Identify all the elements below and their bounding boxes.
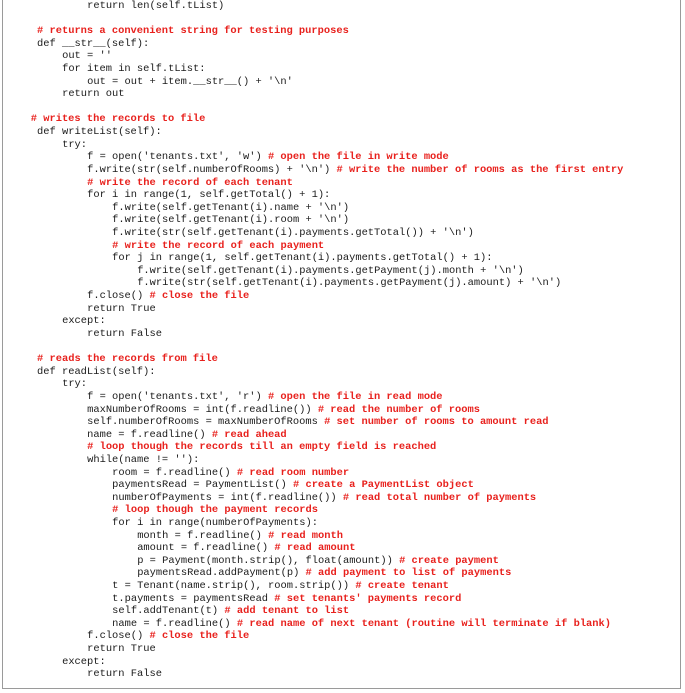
code-text: return False <box>87 668 162 681</box>
code-text: return len(self.tList) <box>87 0 225 12</box>
code-comment: # create a PaymentList object <box>292 479 474 492</box>
code-line <box>0 366 685 379</box>
code-text: for i in range(numberOfPayments): <box>112 516 318 529</box>
code-line <box>0 492 685 505</box>
code-line <box>0 441 685 454</box>
code-text: def __str__(self): <box>37 37 150 50</box>
code-comment: # loop though the records till an empty field is reached <box>87 441 437 454</box>
code-comment: # loop though the payment records <box>112 504 318 517</box>
code-text: f.write(str(self.getTenant(i).payments.getPayment(j).amount) + '\n') <box>137 277 562 290</box>
code-line <box>0 101 685 114</box>
code-line <box>0 113 685 126</box>
code-line <box>0 139 685 152</box>
code-comment: # read name of next tenant (routine will terminate if blank) <box>236 617 611 630</box>
code-comment: # write the record of each payment <box>112 239 325 252</box>
code-text: f = open('tenants.txt', 'r') <box>87 390 268 403</box>
code-line <box>0 530 685 543</box>
code-line <box>0 277 685 290</box>
code-text: def readList(self): <box>37 365 156 378</box>
code-text: out = '' <box>62 50 112 63</box>
code-text: for j in range(1, self.getTenant(i).payments.getTotal() + 1): <box>112 252 493 265</box>
code-text: numberOfPayments = int(f.readline()) <box>112 491 343 504</box>
code-text: room = f.readline() <box>112 466 237 479</box>
code-line <box>0 290 685 303</box>
code-text: t.payments = paymentsRead <box>112 592 275 605</box>
code-text: out = out + item.__str__() + '\n' <box>87 75 293 88</box>
code-line <box>0 517 685 530</box>
code-line <box>0 126 685 139</box>
code-text: amount = f.readline() <box>137 542 275 555</box>
code-text: paymentsRead.addPayment(p) <box>137 567 306 580</box>
code-text: try: <box>62 378 88 391</box>
code-text: for item in self.tList: <box>62 63 206 76</box>
code-text: return True <box>87 302 156 315</box>
code-text: f.write(self.getTenant(i).room + '\n') <box>112 214 350 227</box>
code-line <box>0 567 685 580</box>
code-text: paymentsRead = PaymentList() <box>112 479 293 492</box>
code-text: name = f.readline() <box>112 617 237 630</box>
code-line <box>0 202 685 215</box>
code-line <box>0 479 685 492</box>
code-line <box>0 605 685 618</box>
code-line <box>0 0 685 13</box>
code-line <box>0 504 685 517</box>
code-text: def writeList(self): <box>37 126 162 139</box>
code-line <box>0 50 685 63</box>
code-line <box>0 656 685 669</box>
code-comment: # open the file in write mode <box>267 151 449 164</box>
code-line <box>0 88 685 101</box>
code-text: maxNumberOfRooms = int(f.readline()) <box>87 403 318 416</box>
code-text: return out <box>62 88 125 101</box>
code-text: f = open('tenants.txt', 'w') <box>87 151 268 164</box>
code-line <box>0 227 685 240</box>
code-comment: # close the file <box>149 630 250 643</box>
code-comment: # read month <box>268 529 343 542</box>
code-text: f.write(self.getTenant(i).name + '\n') <box>112 201 350 214</box>
code-line <box>0 252 685 265</box>
code-line <box>0 378 685 391</box>
code-line <box>0 618 685 631</box>
code-line <box>0 416 685 429</box>
code-comment: # set tenants' payments record <box>274 592 462 605</box>
code-text: self.numberOfRooms = maxNumberOfRooms <box>87 416 325 429</box>
code-comment: # read ahead <box>211 428 287 441</box>
code-comment: # read amount <box>274 542 356 555</box>
code-line <box>0 542 685 555</box>
code-text: self.addTenant(t) <box>112 605 225 618</box>
code-text: p = Payment(month.strip(), float(amount)) <box>137 554 400 567</box>
code-line <box>0 240 685 253</box>
code-comment: # close the file <box>149 290 250 303</box>
code-line <box>0 630 685 643</box>
code-text: except: <box>62 655 106 668</box>
code-line <box>0 668 685 681</box>
code-comment: # reads the records from file <box>37 353 218 366</box>
code-comment: # add payment to list of payments <box>305 567 512 580</box>
code-text: for i in range(1, self.getTotal() + 1): <box>87 189 331 202</box>
code-text: try: <box>62 138 88 151</box>
code-comment: # write the record of each tenant <box>87 176 293 189</box>
code-text: return True <box>87 643 156 656</box>
code-line <box>0 25 685 38</box>
code-line <box>0 404 685 417</box>
code-line <box>0 340 685 353</box>
code-line <box>0 177 685 190</box>
code-line <box>0 76 685 89</box>
code-line <box>0 38 685 51</box>
code-line <box>0 164 685 177</box>
code-line <box>0 593 685 606</box>
code-text: while(name != ''): <box>87 453 200 466</box>
code-comment: # open the file in read mode <box>267 390 443 403</box>
code-comment: # writes the records to file <box>30 113 206 126</box>
code-line <box>0 391 685 404</box>
code-line <box>0 353 685 366</box>
code-comment: # read room number <box>236 466 350 479</box>
code-comment: # read total number of payments <box>342 491 537 504</box>
code-comment: # write the number of rooms as the first entry <box>336 163 624 176</box>
code-comment: # create payment <box>399 554 499 567</box>
code-line <box>0 429 685 442</box>
code-text: except: <box>62 315 106 328</box>
code-line <box>0 454 685 467</box>
code-comment: # returns a convenient string for testing purposes <box>37 25 349 38</box>
code-line <box>0 643 685 656</box>
code-line <box>0 303 685 316</box>
code-comment: # create tenant <box>355 580 449 593</box>
code-text: name = f.readline() <box>87 428 212 441</box>
code-comment: # add tenant to list <box>224 605 350 618</box>
code-line <box>0 467 685 480</box>
code-line <box>0 63 685 76</box>
code-text: f.write(str(self.numberOfRooms) + '\n') <box>87 163 337 176</box>
code-line <box>0 151 685 164</box>
code-comment: # read the number of rooms <box>317 403 480 416</box>
code-line <box>0 13 685 26</box>
code-line <box>0 580 685 593</box>
code-text: t = Tenant(name.strip(), room.strip()) <box>112 580 356 593</box>
code-comment: # set number of rooms to amount read <box>324 416 549 429</box>
code-line <box>0 214 685 227</box>
code-line <box>0 328 685 341</box>
code-text: return False <box>87 327 162 340</box>
code-text: month = f.readline() <box>137 529 269 542</box>
code-text: f.close() <box>87 290 150 303</box>
code-line <box>0 315 685 328</box>
code-line <box>0 555 685 568</box>
code-line <box>0 265 685 278</box>
code-text: f.write(self.getTenant(i).payments.getPayment(j).month + '\n') <box>137 264 524 277</box>
code-text: f.close() <box>87 630 150 643</box>
code-line <box>0 189 685 202</box>
code-text: f.write(str(self.getTenant(i).payments.getTotal()) + '\n') <box>112 226 474 239</box>
